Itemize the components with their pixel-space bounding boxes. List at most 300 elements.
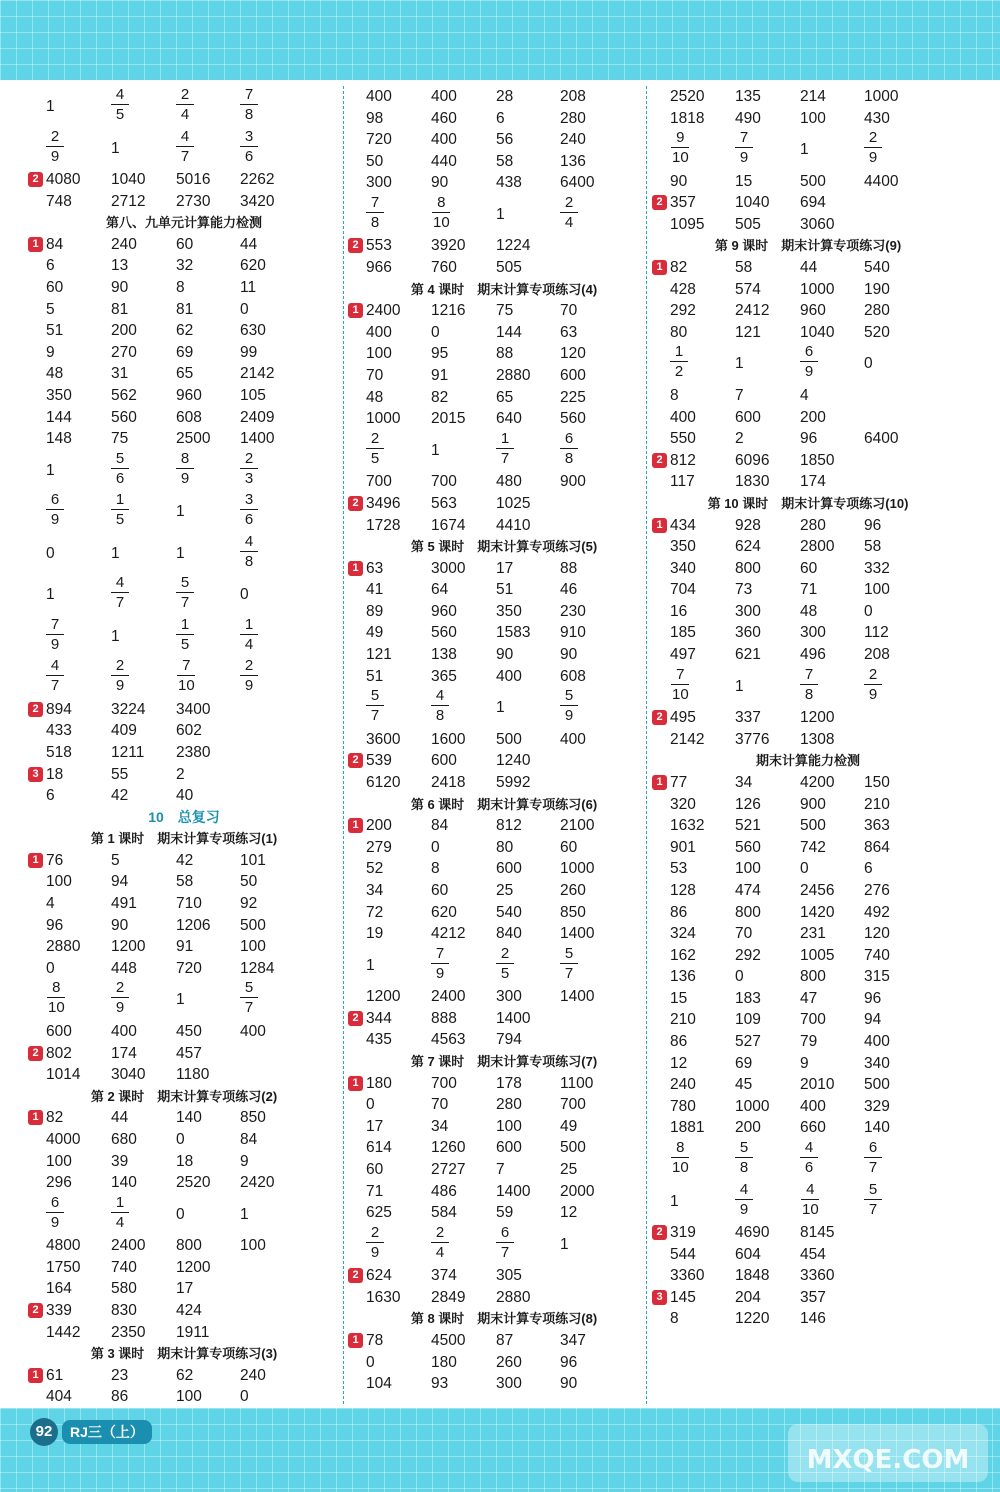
numerator: 4 xyxy=(804,1139,814,1157)
lesson-heading: 第 7 课时 期末计算专项练习(7) xyxy=(410,1053,598,1069)
answer-value: 100 xyxy=(46,873,72,891)
answer-value: 888 xyxy=(431,1009,457,1027)
answer-value: 742 xyxy=(800,838,826,856)
answer-value: 3040 xyxy=(111,1066,146,1084)
answer-row xyxy=(652,1096,964,1118)
fraction-answer xyxy=(431,194,452,231)
fraction-answer xyxy=(670,129,691,166)
answer-value: 602 xyxy=(176,722,202,740)
answer-value: 86 xyxy=(670,903,688,921)
answer-value: 25 xyxy=(496,881,514,899)
answer-row xyxy=(348,194,660,236)
answer-value: 18 xyxy=(46,765,64,783)
answer-value: 901 xyxy=(670,838,696,856)
answer-value: 5 xyxy=(111,851,120,869)
answer-value: 1848 xyxy=(735,1267,770,1285)
answer-row xyxy=(348,1352,660,1374)
answer-value: 34 xyxy=(366,881,384,899)
fraction-answer xyxy=(366,194,384,231)
answer-value: 560 xyxy=(111,408,137,426)
answer-value: 400 xyxy=(800,1097,826,1115)
answer-value: 700 xyxy=(431,473,457,491)
answer-value: 91 xyxy=(176,938,194,956)
answer-value: 28 xyxy=(496,88,514,105)
answer-value: 490 xyxy=(735,109,761,127)
answer-value: 76 xyxy=(46,851,64,869)
answer-value: 70 xyxy=(366,367,384,385)
answer-row xyxy=(28,86,340,128)
answer-value: 4 xyxy=(800,386,809,404)
denominator: 9 xyxy=(115,999,125,1017)
answer-row xyxy=(348,1116,660,1138)
answer-value: 320 xyxy=(670,795,696,813)
answer-value: 98 xyxy=(366,109,384,127)
lesson-heading: 第 10 课时 期末计算专项练习(10) xyxy=(707,495,909,511)
fraction-answer xyxy=(240,657,258,694)
answer-value: 1100 xyxy=(560,1074,594,1092)
answer-value: 91 xyxy=(431,367,449,385)
answer-row xyxy=(348,129,660,151)
answer-value: 17 xyxy=(366,1117,384,1135)
fraction-answer xyxy=(240,979,258,1016)
denominator: 9 xyxy=(115,677,125,695)
answer-row xyxy=(652,923,964,945)
answer-row xyxy=(652,880,964,902)
answer-value: 93 xyxy=(431,1375,449,1393)
answer-value: 374 xyxy=(431,1267,457,1285)
denominator: 4 xyxy=(115,1213,125,1231)
answer-value: 780 xyxy=(670,1097,696,1115)
numerator: 3 xyxy=(244,127,254,145)
answer-row xyxy=(28,1300,340,1322)
denominator: 7 xyxy=(500,449,510,467)
answer-value: 75 xyxy=(111,430,129,448)
answer-value: 8 xyxy=(176,278,185,296)
fraction-answer xyxy=(800,666,818,703)
answer-row xyxy=(28,450,340,492)
numerator: 6 xyxy=(500,1223,510,1241)
answer-value: 100 xyxy=(496,1117,522,1135)
numerator: 7 xyxy=(370,193,380,211)
answer-value: 486 xyxy=(431,1182,457,1200)
answer-row xyxy=(652,171,964,193)
answer-value: 94 xyxy=(111,873,129,891)
numerator: 2 xyxy=(115,979,125,997)
answer-value: 260 xyxy=(496,1353,522,1371)
lesson-heading: 第 2 课时 期末计算专项练习(2) xyxy=(90,1088,278,1104)
answer-row xyxy=(652,129,964,171)
fraction-answer xyxy=(176,450,194,487)
answer-row xyxy=(28,428,340,450)
answer-value: 562 xyxy=(111,386,137,404)
answer-row xyxy=(28,128,340,170)
answer-value: 1216 xyxy=(431,302,466,320)
answer-value: 584 xyxy=(431,1204,457,1222)
fraction-answer xyxy=(496,1224,514,1261)
fraction-answer xyxy=(431,687,449,724)
numerator: 7 xyxy=(244,86,254,103)
numerator: 2 xyxy=(868,665,878,683)
answer-row xyxy=(28,915,340,937)
numerator: 1 xyxy=(500,429,510,447)
answer-value: 16 xyxy=(670,602,688,620)
answer-value: 928 xyxy=(735,516,761,534)
answer-value: 2456 xyxy=(800,881,835,899)
answer-row xyxy=(652,385,964,407)
fraction-answer xyxy=(735,1139,753,1176)
answer-value: 48 xyxy=(366,388,384,406)
answer-value: 1728 xyxy=(366,516,401,534)
answer-value: 4500 xyxy=(431,1332,466,1349)
answer-value: 424 xyxy=(176,1301,202,1319)
answer-value: 960 xyxy=(800,302,826,320)
answer-value: 101 xyxy=(240,851,266,869)
answer-value: 45 xyxy=(735,1076,753,1094)
numerator: 2 xyxy=(435,1223,445,1241)
lesson-heading: 期末计算能力检测 xyxy=(755,753,860,769)
denominator: 4 xyxy=(244,635,254,653)
numerator: 2 xyxy=(370,1223,380,1241)
fraction-bar xyxy=(864,147,882,148)
answer-value: 90 xyxy=(111,916,129,934)
answer-value: 409 xyxy=(111,722,137,740)
fraction-bar xyxy=(46,509,64,510)
fraction-answer xyxy=(560,945,578,982)
answer-value: 2400 xyxy=(366,302,401,320)
answer-value: 62 xyxy=(176,1366,194,1384)
answer-value: 357 xyxy=(800,1288,826,1306)
denominator: 8 xyxy=(564,449,574,467)
answer-value: 620 xyxy=(431,903,457,921)
answer-row xyxy=(652,1031,964,1053)
answer-value: 42 xyxy=(176,851,194,869)
numerator: 4 xyxy=(806,1180,815,1198)
answer-row xyxy=(348,1073,660,1095)
answer-value: 70 xyxy=(735,925,753,943)
answer-value: 1260 xyxy=(431,1139,466,1157)
answer-row xyxy=(348,172,660,194)
fraction-answer xyxy=(111,86,129,123)
numerator: 5 xyxy=(370,687,380,705)
answer-value: 680 xyxy=(111,1130,137,1148)
answer-value: 90 xyxy=(670,172,688,190)
answer-value: 710 xyxy=(176,895,202,913)
answer-value: 1400 xyxy=(560,988,595,1006)
numerator: 1 xyxy=(115,1193,125,1211)
fraction-answer xyxy=(111,979,129,1016)
fraction-bar xyxy=(111,997,129,998)
numerator: 3 xyxy=(244,491,254,509)
answer-value: 1 xyxy=(735,355,744,373)
fraction-bar xyxy=(366,1242,384,1243)
denominator: 7 xyxy=(244,999,254,1017)
answer-value: 44 xyxy=(240,235,258,253)
fraction-bar xyxy=(431,963,449,964)
question-number-badge: 1 xyxy=(28,1368,43,1383)
denominator: 5 xyxy=(370,449,380,467)
answer-value: 400 xyxy=(240,1022,266,1040)
fraction-bar xyxy=(46,146,64,147)
numerator: 8 xyxy=(676,1139,685,1157)
answer-value: 3400 xyxy=(176,700,211,718)
answer-row xyxy=(348,579,660,601)
answer-value: 329 xyxy=(864,1097,890,1115)
denominator: 9 xyxy=(50,1213,60,1231)
answer-value: 214 xyxy=(800,88,826,105)
answer-value: 1 xyxy=(496,205,505,223)
answer-value: 46 xyxy=(560,581,578,599)
answer-row xyxy=(652,902,964,924)
numerator: 5 xyxy=(244,979,254,997)
fraction-answer xyxy=(366,430,384,467)
answer-value: 92 xyxy=(240,895,258,913)
answer-value: 1583 xyxy=(496,624,531,642)
fraction-answer xyxy=(670,343,688,380)
numerator: 1 xyxy=(674,343,684,361)
fraction-answer xyxy=(800,343,818,380)
answer-value: 1420 xyxy=(800,903,835,921)
fraction-bar xyxy=(111,675,129,676)
answer-value: 2730 xyxy=(176,192,211,210)
denominator: 9 xyxy=(739,1200,749,1218)
fraction-bar xyxy=(670,361,688,362)
answer-value: 347 xyxy=(560,1332,586,1349)
answer-row xyxy=(28,363,340,385)
answer-value: 4410 xyxy=(496,516,531,534)
answer-value: 480 xyxy=(496,473,522,491)
numerator: 2 xyxy=(244,449,254,467)
answer-value: 580 xyxy=(111,1280,137,1298)
answer-value: 60 xyxy=(46,278,64,296)
numerator: 7 xyxy=(804,665,814,683)
answer-value: 112 xyxy=(864,624,889,642)
answer-row xyxy=(28,1257,340,1279)
answer-value: 640 xyxy=(496,410,522,428)
answer-value: 146 xyxy=(800,1310,826,1328)
fraction-bar xyxy=(800,361,818,362)
answer-value: 1025 xyxy=(496,494,531,512)
answer-row xyxy=(28,785,340,807)
answer-value: 1750 xyxy=(46,1258,81,1276)
answer-value: 1180 xyxy=(176,1066,210,1084)
answer-value: 1400 xyxy=(496,1182,531,1200)
answer-value: 630 xyxy=(240,322,266,340)
answer-value: 9 xyxy=(240,1152,249,1170)
answer-value: 260 xyxy=(560,881,586,899)
answer-value: 8 xyxy=(670,386,679,404)
answer-value: 0 xyxy=(431,838,440,856)
question-number-badge: 1 xyxy=(348,561,363,576)
answer-value: 49 xyxy=(560,1117,578,1135)
answer-value: 60 xyxy=(176,235,194,253)
lesson-heading: 第 6 课时 期末计算专项练习(6) xyxy=(410,796,598,812)
answer-value: 204 xyxy=(735,1288,761,1306)
question-number-badge: 2 xyxy=(348,1011,363,1026)
answer-value: 1 xyxy=(240,1205,249,1223)
answer-value: 58 xyxy=(735,259,753,277)
question-number-badge: 2 xyxy=(348,238,363,253)
answer-value: 80 xyxy=(496,838,514,856)
answer-value: 4000 xyxy=(46,1130,81,1148)
answer-value: 505 xyxy=(496,259,522,277)
answer-value: 72 xyxy=(366,903,384,921)
answer-value: 280 xyxy=(864,302,890,320)
numerator: 8 xyxy=(180,449,190,467)
denominator: 9 xyxy=(868,685,878,703)
answer-value: 4200 xyxy=(800,773,835,791)
answer-row xyxy=(348,1029,660,1051)
denominator: 5 xyxy=(115,106,125,123)
answer-value: 6120 xyxy=(366,773,401,791)
answer-value: 540 xyxy=(864,259,890,277)
answer-value: 1200 xyxy=(366,988,401,1006)
denominator: 7 xyxy=(180,147,190,165)
numerator: 6 xyxy=(804,343,814,361)
answer-row xyxy=(652,300,964,322)
fraction-answer xyxy=(240,86,258,123)
answer-row xyxy=(28,764,340,786)
answer-value: 12 xyxy=(560,1204,578,1222)
answer-value: 434 xyxy=(670,516,696,534)
answer-value: 400 xyxy=(366,323,392,341)
denominator: 7 xyxy=(500,1243,510,1261)
answer-value: 600 xyxy=(46,1022,72,1040)
answer-value: 8 xyxy=(670,1310,679,1328)
answer-row xyxy=(348,1224,660,1266)
answer-value: 96 xyxy=(864,989,882,1007)
fraction-bar xyxy=(864,1157,882,1158)
answer-value: 2400 xyxy=(431,988,466,1006)
question-number-badge: 2 xyxy=(348,1268,363,1283)
answer-row xyxy=(348,1181,660,1203)
answer-value: 240 xyxy=(560,131,586,149)
answer-value: 660 xyxy=(800,1119,826,1137)
answer-value: 82 xyxy=(431,388,449,406)
denominator: 8 xyxy=(244,106,254,123)
answer-value: 800 xyxy=(735,559,761,577)
answer-value: 200 xyxy=(366,817,392,835)
fraction-bar xyxy=(176,592,194,593)
answer-value: 0 xyxy=(240,1388,249,1406)
answer-row xyxy=(652,1009,964,1031)
fraction-bar xyxy=(46,1212,64,1213)
denominator: 2 xyxy=(674,363,684,381)
answer-value: 1211 xyxy=(111,743,145,761)
answer-value: 357 xyxy=(670,194,696,212)
answer-value: 720 xyxy=(366,131,392,149)
answer-value: 174 xyxy=(800,473,826,491)
answer-row xyxy=(28,850,340,872)
denominator: 10 xyxy=(178,677,195,695)
fraction-answer xyxy=(670,1139,691,1176)
fraction-bar xyxy=(240,468,258,469)
answer-value: 1000 xyxy=(864,88,899,105)
answer-value: 1630 xyxy=(366,1288,401,1306)
answer-value: 280 xyxy=(496,1096,522,1114)
answer-value: 48 xyxy=(800,602,818,620)
numerator: 5 xyxy=(564,687,574,705)
numerator: 8 xyxy=(52,979,61,997)
answer-value: 4080 xyxy=(46,171,81,188)
fraction-bar xyxy=(560,212,578,213)
answer-value: 6400 xyxy=(560,174,595,192)
answer-row xyxy=(348,365,660,387)
answer-value: 2880 xyxy=(496,1288,531,1306)
answer-value: 71 xyxy=(800,581,818,599)
answer-value: 720 xyxy=(176,959,202,977)
answer-value: 1830 xyxy=(735,473,770,491)
answer-row xyxy=(652,966,964,988)
answer-value: 230 xyxy=(560,602,586,620)
answer-value: 174 xyxy=(111,1044,137,1062)
answer-value: 75 xyxy=(496,302,514,320)
answer-value: 4800 xyxy=(46,1237,81,1255)
numerator: 2 xyxy=(370,429,380,447)
answer-value: 1400 xyxy=(496,1009,531,1027)
fraction-bar xyxy=(240,634,258,635)
answer-value: 87 xyxy=(496,1332,514,1349)
numerator: 2 xyxy=(180,86,190,103)
answer-value: 1 xyxy=(735,677,744,695)
answer-value: 34 xyxy=(431,1117,449,1135)
answer-value: 505 xyxy=(735,215,761,233)
fraction-bar xyxy=(864,684,882,685)
answer-row xyxy=(652,988,964,1010)
fraction-bar xyxy=(432,212,450,213)
answer-value: 850 xyxy=(240,1109,266,1127)
denominator: 7 xyxy=(868,1159,878,1177)
answer-value: 339 xyxy=(46,1301,72,1319)
answer-value: 300 xyxy=(735,602,761,620)
answer-value: 448 xyxy=(111,959,137,977)
answer-value: 800 xyxy=(735,903,761,921)
answer-value: 240 xyxy=(670,1076,696,1094)
question-number-badge: 2 xyxy=(28,1046,43,1061)
answer-row xyxy=(28,1043,340,1065)
page-number: 92 xyxy=(30,1418,58,1446)
fraction-answer xyxy=(496,945,514,982)
answer-value: 6 xyxy=(46,787,55,805)
answer-value: 450 xyxy=(176,1022,202,1040)
answer-row xyxy=(348,729,660,751)
answer-row xyxy=(348,601,660,623)
answer-value: 55 xyxy=(111,765,129,783)
answer-row xyxy=(652,257,964,279)
answer-value: 428 xyxy=(670,280,696,298)
answer-row xyxy=(652,794,964,816)
fraction-answer xyxy=(240,491,258,528)
answer-value: 497 xyxy=(670,646,696,664)
answer-value: 31 xyxy=(111,365,129,383)
answer-value: 3000 xyxy=(431,559,466,577)
answer-value: 864 xyxy=(864,838,890,856)
answer-value: 614 xyxy=(366,1139,392,1157)
answer-value: 140 xyxy=(111,1174,137,1192)
answer-row xyxy=(652,558,964,580)
answer-value: 460 xyxy=(431,109,457,127)
numerator: 9 xyxy=(676,129,685,147)
answer-row xyxy=(652,407,964,429)
answer-row xyxy=(348,430,660,472)
answer-value: 61 xyxy=(46,1366,64,1384)
answer-value: 140 xyxy=(176,1109,202,1127)
answer-value: 0 xyxy=(176,1130,185,1148)
answer-value: 135 xyxy=(735,88,761,105)
answer-row xyxy=(348,923,660,945)
answer-value: 81 xyxy=(111,300,129,318)
answer-value: 44 xyxy=(111,1109,129,1127)
fraction-answer xyxy=(496,430,514,467)
